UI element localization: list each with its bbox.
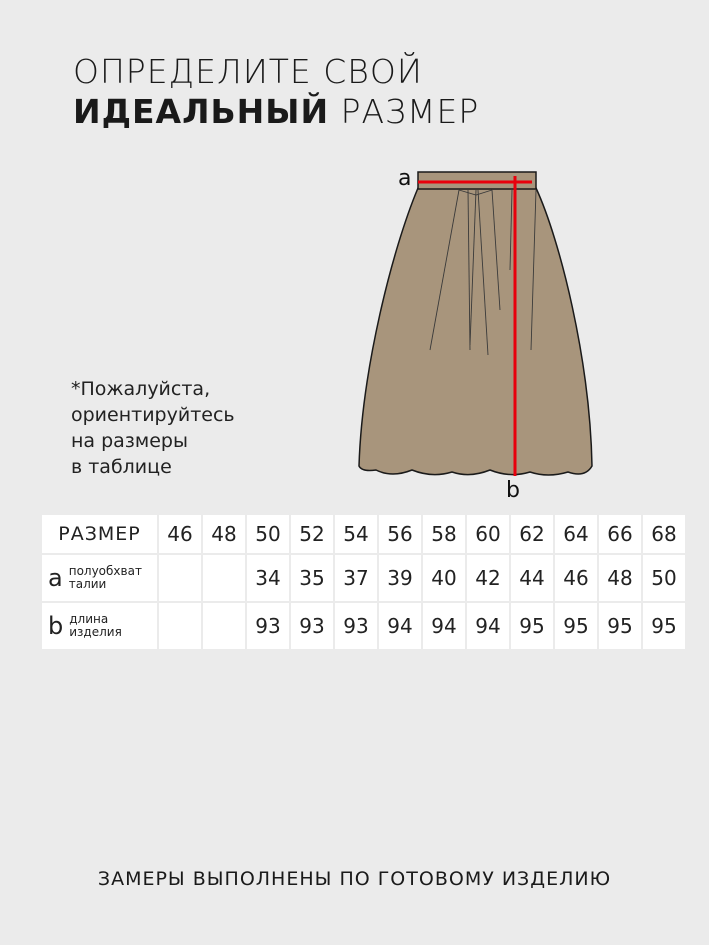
size-cell: 52 — [291, 515, 333, 553]
title-rest: РАЗМЕР — [329, 92, 480, 131]
value-cell — [203, 603, 245, 649]
value-cell — [203, 555, 245, 601]
value-cell: 39 — [379, 555, 421, 601]
value-cell: 46 — [555, 555, 597, 601]
row-letter: b — [48, 612, 64, 640]
size-cell: 66 — [599, 515, 641, 553]
value-cell: 94 — [423, 603, 465, 649]
row-desc-line-1: длина — [69, 612, 109, 626]
table-row-length — [42, 603, 685, 649]
value-cell: 95 — [599, 603, 641, 649]
title-line-2 — [73, 92, 479, 132]
value-cell: 93 — [291, 603, 333, 649]
size-cell: 54 — [335, 515, 377, 553]
label-a: a — [398, 166, 412, 191]
value-cell: 95 — [643, 603, 685, 649]
size-cell: 56 — [379, 515, 421, 553]
skirt-illustration — [340, 160, 610, 490]
page-title — [73, 52, 479, 132]
size-note — [71, 376, 235, 480]
row-desc — [69, 565, 142, 591]
title-bold-word: ИДЕАЛЬНЫЙ — [73, 92, 330, 131]
size-cell: 46 — [159, 515, 201, 553]
value-cell: 40 — [423, 555, 465, 601]
value-cell: 94 — [379, 603, 421, 649]
measurement-footer: ЗАМЕРЫ ВЫПОЛНЕНЫ ПО ГОТОВОМУ ИЗДЕЛИЮ — [97, 868, 612, 890]
value-cell: 35 — [291, 555, 333, 601]
row-desc-line-2: изделия — [69, 625, 122, 639]
value-cell: 44 — [511, 555, 553, 601]
value-cell: 94 — [467, 603, 509, 649]
value-cell: 50 — [643, 555, 685, 601]
value-cell: 93 — [335, 603, 377, 649]
size-cell: 60 — [467, 515, 509, 553]
title-line-1: ОПРЕДЕЛИТЕ СВОЙ — [73, 52, 423, 91]
size-cell: 68 — [643, 515, 685, 553]
value-cell — [159, 603, 201, 649]
row-desc-line-1: полуобхват — [68, 564, 142, 578]
row-desc-line-2: талии — [68, 577, 107, 591]
row-desc — [69, 613, 122, 639]
note-line-1: *Пожалуйста, — [71, 378, 211, 400]
note-line-3: на размеры — [71, 430, 188, 452]
table-row-waist — [42, 555, 685, 601]
size-table — [40, 513, 687, 651]
size-cell: 62 — [511, 515, 553, 553]
value-cell — [159, 555, 201, 601]
label-b: b — [506, 478, 520, 503]
value-cell: 48 — [599, 555, 641, 601]
size-cell: 58 — [423, 515, 465, 553]
note-line-4: в таблице — [71, 456, 172, 478]
row-label-length — [42, 603, 157, 649]
value-cell: 42 — [467, 555, 509, 601]
skirt-body — [359, 188, 592, 475]
value-cell: 37 — [335, 555, 377, 601]
value-cell: 93 — [247, 603, 289, 649]
row-label-waist — [42, 555, 157, 601]
size-cell: 64 — [555, 515, 597, 553]
size-cell: 50 — [247, 515, 289, 553]
row-letter: a — [48, 564, 63, 592]
table-header-row — [42, 515, 685, 553]
value-cell: 95 — [511, 603, 553, 649]
value-cell: 95 — [555, 603, 597, 649]
header-label: РАЗМЕР — [42, 515, 157, 553]
size-cell: 48 — [203, 515, 245, 553]
value-cell: 34 — [247, 555, 289, 601]
note-line-2: ориентируйтесь — [71, 404, 235, 426]
